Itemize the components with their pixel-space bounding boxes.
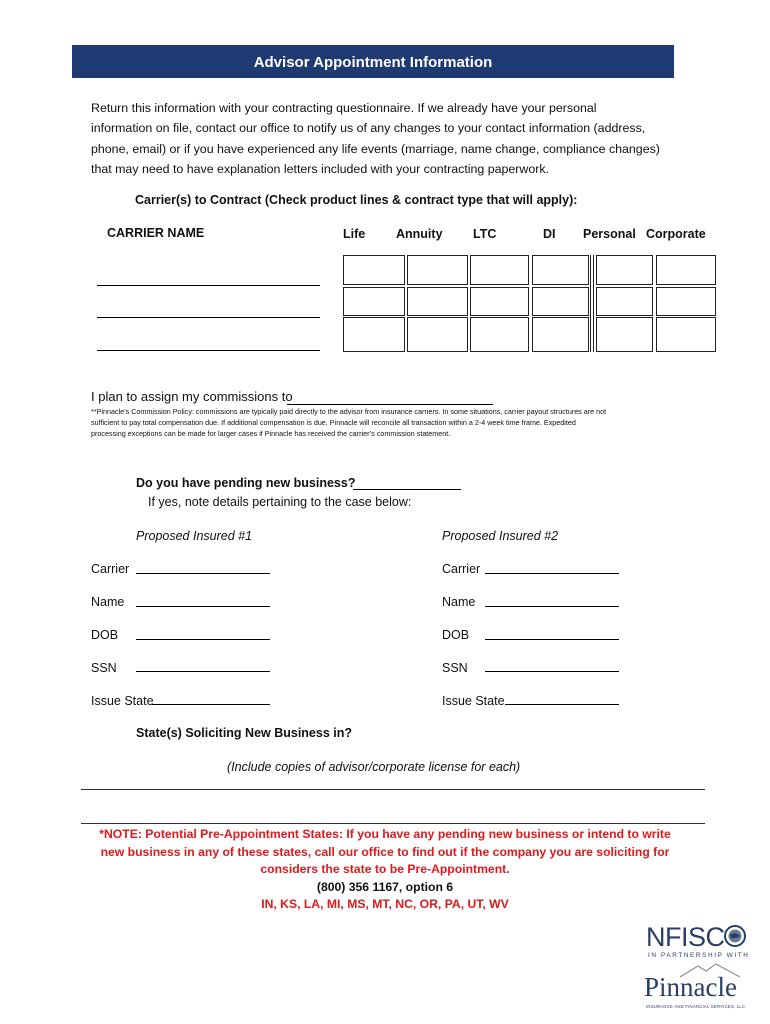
globe-icon [724, 925, 746, 947]
checkbox-di-1[interactable] [532, 255, 589, 285]
nfisco-pinnacle-logo [640, 922, 750, 1022]
checkbox-di-2[interactable] [532, 287, 589, 316]
commission-policy-line: processing exceptions can be made for larger cases if Pinnacle has received the carrier’s commission statement. [91, 429, 451, 438]
pending-followup: If yes, note details pertaining to the case below: [148, 495, 412, 509]
notice-line: considers the state to be Pre-Appointment. [260, 862, 510, 876]
insured1-carrier-field[interactable] [136, 573, 270, 574]
pending-business-question: Do you have pending new business? [136, 476, 356, 490]
insured1-ssn-label: SSN [91, 661, 117, 675]
page-title: Advisor Appointment Information [72, 45, 674, 78]
checkbox-personal-3[interactable] [596, 317, 653, 352]
insured2-issue-state-label: Issue State [442, 694, 505, 708]
checkbox-annuity-2[interactable] [407, 287, 468, 316]
nfisco-wordmark: NFISC [646, 922, 725, 952]
insured2-dob-field[interactable] [485, 639, 619, 640]
column-life: Life [343, 227, 366, 241]
insured2-name-field[interactable] [485, 606, 619, 607]
checkbox-life-2[interactable] [343, 287, 405, 316]
insured2-carrier-field[interactable] [485, 573, 619, 574]
checkbox-life-1[interactable] [343, 255, 405, 285]
checkbox-life-3[interactable] [343, 317, 405, 352]
notice-phone: (800) 356 1167, option 6 [316, 879, 454, 894]
checkbox-ltc-2[interactable] [470, 287, 529, 316]
insured1-name-field[interactable] [136, 606, 270, 607]
states-license-note: (Include copies of advisor/corporate license for each) [227, 760, 521, 774]
notice-state-list: IN, KS, LA, MI, MS, MT, NC, OR, PA, UT, WV [261, 897, 509, 911]
checkbox-annuity-3[interactable] [407, 317, 468, 352]
insured2-issue-state-field[interactable] [505, 704, 619, 705]
pinnacle-subtitle: INSURANCE AND FINANCIAL SERVICES, LLC [646, 1004, 746, 1009]
intro-line: Return this information with your contracting questionnaire. If we already have your personal [91, 101, 597, 115]
insured2-dob-label: DOB [442, 628, 470, 642]
insured2-ssn-field[interactable] [485, 671, 619, 672]
checkbox-ltc-3[interactable] [470, 317, 529, 352]
partnership-text: IN PARTNERSHIP WITH [648, 952, 750, 959]
pending-business-answer-field[interactable] [353, 489, 461, 490]
commission-policy [91, 406, 691, 439]
notice-line: *NOTE: Potential Pre-Appointment States: If you have any pending new business or intend to write [99, 827, 671, 841]
insured2-carrier-label: Carrier [442, 562, 481, 576]
proposed-insured-1-heading: Proposed Insured #1 [136, 529, 253, 543]
commission-policy-line: sufficient to pay total compensation due. If additional compensation is due, Pinnacle will reconcile all transaction within a 2-4 week time frame. Expedited [91, 418, 576, 427]
intro-line: phone, email) or if you have experienced any life events (marriage, name change, compliance changes) [91, 141, 660, 156]
insured1-dob-field[interactable] [136, 639, 270, 640]
checkbox-personal-1[interactable] [596, 255, 653, 285]
insured1-dob-label: DOB [91, 628, 119, 642]
checkbox-annuity-1[interactable] [407, 255, 468, 285]
checkbox-personal-2[interactable] [596, 287, 653, 316]
states-question: State(s) Soliciting New Business in? [136, 726, 353, 740]
intro-line: that may need to have explanation letters included with your contracting paperwork. [91, 162, 550, 177]
column-di: DI [543, 227, 556, 241]
carriers-heading: Carrier(s) to Contract (Check product lines & contract type that will apply): [135, 193, 578, 207]
column-personal: Personal [583, 227, 636, 241]
column-corporate: Corporate [646, 227, 706, 241]
intro-paragraph [91, 98, 691, 180]
checkbox-di-3[interactable] [532, 317, 589, 352]
commission-policy-line: **Pinnacle’s Commission Policy: commissions are typically paid directly to the advisor from insurance carriers. In some situations, carrier payout structures are not [91, 407, 607, 416]
grid-divider [590, 255, 594, 352]
checkbox-corporate-1[interactable] [656, 255, 716, 285]
column-ltc: LTC [473, 227, 497, 241]
insured1-ssn-field[interactable] [136, 671, 270, 672]
carrier-name-field-1[interactable] [97, 285, 320, 286]
pinnacle-wordmark: Pinnacle [644, 972, 737, 1002]
intro-line: information on file, contact our office to notify us of any changes to your contact information (address, [91, 121, 646, 136]
insured2-name-label: Name [442, 595, 476, 609]
commissions-assignee-field[interactable] [287, 404, 493, 405]
notice-line: new business in any of these states, call our office to find out if the company you are soliciting for [100, 844, 670, 859]
checkbox-corporate-3[interactable] [656, 317, 716, 352]
insured1-issue-state-label: Issue State [91, 694, 154, 708]
commissions-label: I plan to assign my commissions to [91, 389, 293, 404]
carrier-name-header: CARRIER NAME [107, 226, 205, 240]
carrier-name-field-2[interactable] [97, 317, 320, 318]
pre-appointment-notice [70, 826, 700, 914]
column-annuity: Annuity [396, 227, 443, 241]
carrier-name-field-3[interactable] [97, 350, 320, 351]
insured1-carrier-label: Carrier [91, 562, 130, 576]
divider-line [81, 823, 705, 824]
insured1-name-label: Name [91, 595, 125, 609]
checkbox-ltc-1[interactable] [470, 255, 529, 285]
checkbox-corporate-2[interactable] [656, 287, 716, 316]
insured1-issue-state-field[interactable] [152, 704, 270, 705]
insured2-ssn-label: SSN [442, 661, 468, 675]
proposed-insured-2-heading: Proposed Insured #2 [442, 529, 559, 543]
divider-line [81, 789, 705, 790]
